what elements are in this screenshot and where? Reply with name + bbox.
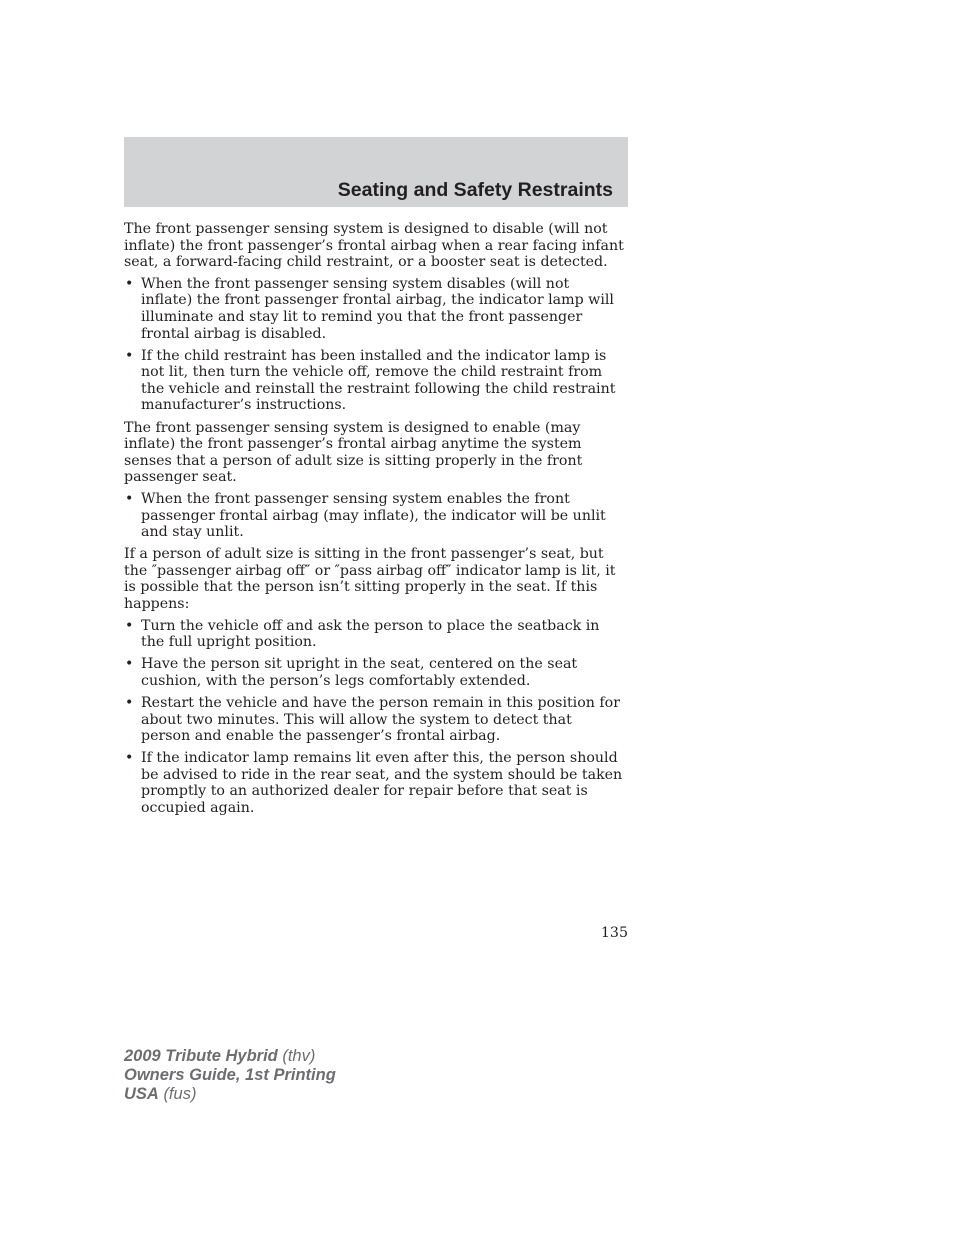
list-item [124,750,624,816]
footer-guide: Owners Guide, 1st Printing [124,1066,336,1084]
page-number: 135 [600,925,628,941]
list-item-text: Turn the vehicle off and ask the person to place the seatback in the full upright position. [141,617,600,651]
section-title: Seating and Safety Restraints [337,179,613,201]
bullet-icon: • [125,617,134,634]
page-content [124,221,624,822]
footer-market-code: (fus) [163,1085,197,1103]
bullet-icon: • [125,490,134,507]
list-item-text: Restart the vehicle and have the person remain in this position for about two minutes. This will allow the system to detect that person and enable the passenger’s frontal airbag. [141,694,620,745]
paragraph-1: The front passenger sensing system is designed to disable (will not inflate) the front passenger’s frontal airbag when a rear facing infant seat, a forward-facing child restraint, or a booster seat is detected. [124,221,624,271]
bullet-icon: • [125,656,134,673]
list-item [124,618,624,651]
footer-line-2 [124,1066,336,1085]
list-item-text: If the child restraint has been installed and the indicator lamp is not lit, then turn the vehicle off, remove the child restraint from the vehicle and reinstall the restraint following the child restraint manufacturer’s instructions. [141,347,616,414]
list-item [124,348,624,414]
list-item-text: When the front passenger sensing system disables (will not inflate) the front passenger frontal airbag, the indicator lamp will illuminate and stay lit to remind you that the front passenger frontal airbag is disabled. [141,275,614,342]
footer-line-3 [124,1085,336,1104]
bullet-icon: • [125,347,134,364]
list-item-text: Have the person sit upright in the seat, centered on the seat cushion, with the person’s legs comfortably extended. [141,656,578,689]
paragraph-2: The front passenger sensing system is designed to enable (may inflate) the front passenger’s frontal airbag anytime the system senses that a person of adult size is sitting properly in the front passenger seat. [124,419,583,486]
bullet-icon: • [125,694,134,711]
paragraph-3: If a person of adult size is sitting in the front passenger’s seat, but the ″passenger airbag off″ or ″pass airbag off″ indicator lamp is lit, it is possible that the person isn’t sitting properly in the seat. If this happens: [124,546,616,612]
list-item [124,695,624,745]
bullet-icon: • [125,750,134,767]
bullet-list-1 [124,276,624,414]
bullet-icon: • [125,275,134,292]
footer-market: USA [124,1085,159,1103]
document-footer [124,1047,336,1104]
bullet-list-2 [124,491,624,541]
list-item [124,656,624,689]
section-header-band [124,137,628,207]
list-item [124,276,624,342]
footer-line-1 [124,1047,336,1066]
list-item-text: If the indicator lamp remains lit even after this, the person should be advised to ride in the rear seat, and the system should be taken promptly to an authorized dealer for repair before that seat is occupied again. [141,750,623,816]
footer-model-code: (thv) [282,1047,316,1065]
bullet-list-3 [124,618,624,817]
list-item [124,491,624,541]
list-item-text: When the front passenger sensing system enables the front passenger frontal airbag (may inflate), the indicator will be unlit and stay unlit. [141,490,606,541]
footer-model: 2009 Tribute Hybrid [124,1047,278,1065]
